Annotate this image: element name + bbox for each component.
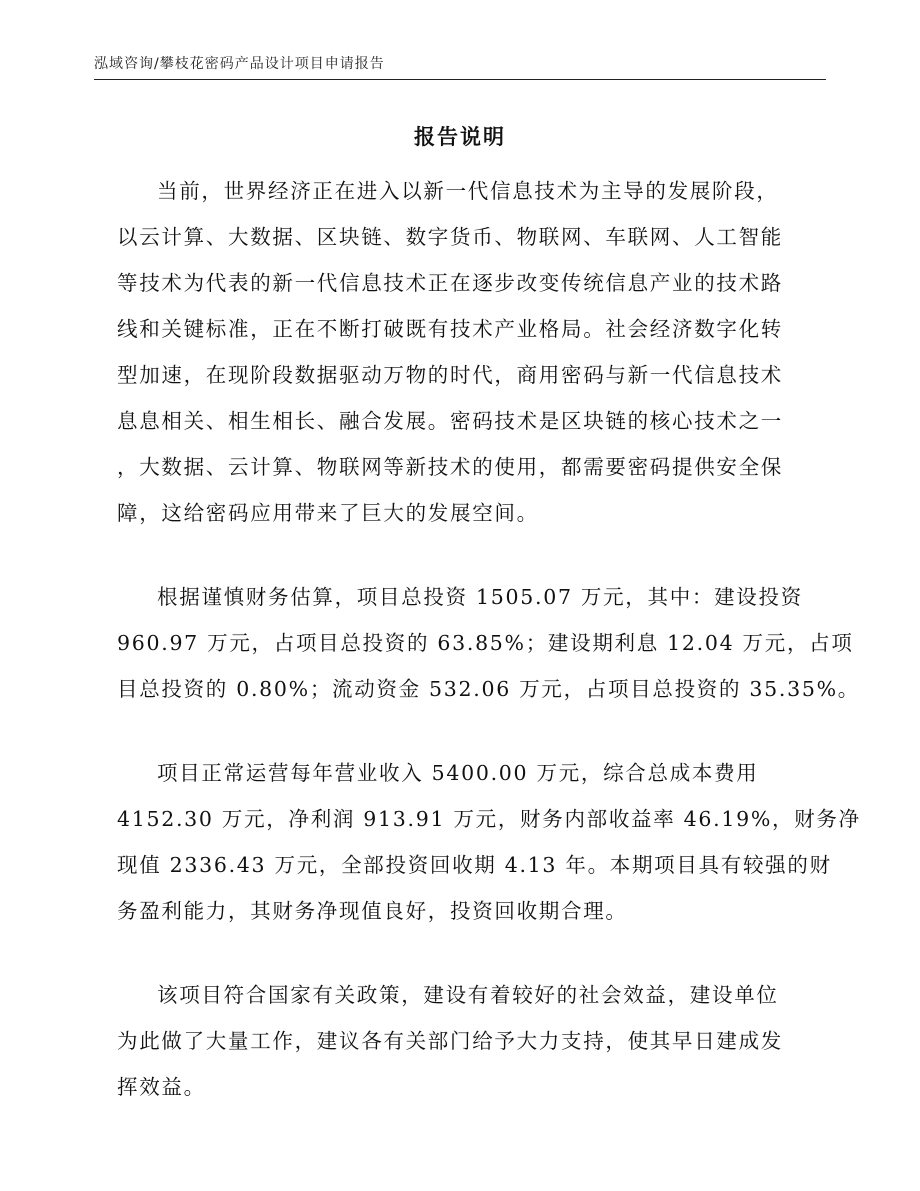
paragraph-financials bbox=[117, 750, 861, 934]
text-line: 障，这给密码应用带来了巨大的发展空间。 bbox=[117, 501, 539, 525]
text-line: 目总投资的 0.80%；流动资金 532.06 万元，占项目总投资的 35.35%。 bbox=[117, 677, 860, 701]
page-header: 泓域咨询/攀枝花密码产品设计项目申请报告 bbox=[94, 53, 826, 80]
text-line: 为此做了大量工作，建议各有关部门给予大力支持，使其早日建成发 bbox=[117, 1029, 783, 1053]
text-line: 项目正常运营每年营业收入 5400.00 万元，综合总成本费用 bbox=[157, 761, 759, 785]
paragraph-intro bbox=[117, 168, 829, 536]
text-line: 根据谨慎财务估算，项目总投资 1505.07 万元，其中：建设投资 bbox=[157, 585, 803, 609]
text-line: 960.97 万元，占项目总投资的 63.85%；建设期利息 12.04 万元，占项 bbox=[117, 631, 854, 655]
text-line: ，大数据、云计算、物联网等新技术的使用，都需要密码提供安全保 bbox=[117, 455, 783, 479]
text-line: 线和关键标准，正在不断打破既有技术产业格局。社会经济数字化转 bbox=[117, 317, 783, 341]
text-line: 型加速，在现阶段数据驱动万物的时代，商用密码与新一代信息技术 bbox=[117, 363, 783, 387]
text-line: 当前，世界经济正在进入以新一代信息技术为主导的发展阶段， bbox=[157, 179, 779, 203]
text-line: 息息相关、相生相长、融合发展。密码技术是区块链的核心技术之一 bbox=[117, 409, 783, 433]
paragraph-conclusion bbox=[117, 972, 829, 1110]
text-line: 等技术为代表的新一代信息技术正在逐步改变传统信息产业的技术路 bbox=[117, 271, 783, 295]
text-line: 挥效益。 bbox=[117, 1075, 206, 1099]
text-line: 该项目符合国家有关政策，建设有着较好的社会效益，建设单位 bbox=[157, 983, 779, 1007]
text-line: 以云计算、大数据、区块链、数字货币、物联网、车联网、人工智能 bbox=[117, 225, 783, 249]
text-line: 现值 2336.43 万元，全部投资回收期 4.13 年。本期项目具有较强的财 bbox=[117, 853, 832, 877]
page-title: 报告说明 bbox=[414, 125, 506, 149]
paragraph-investment bbox=[117, 574, 860, 712]
text-line: 务盈利能力，其财务净现值良好，投资回收期合理。 bbox=[117, 899, 628, 923]
document-body bbox=[117, 168, 861, 1110]
text-line: 4152.30 万元，净利润 913.91 万元，财务内部收益率 46.19%，财务净 bbox=[117, 807, 861, 831]
